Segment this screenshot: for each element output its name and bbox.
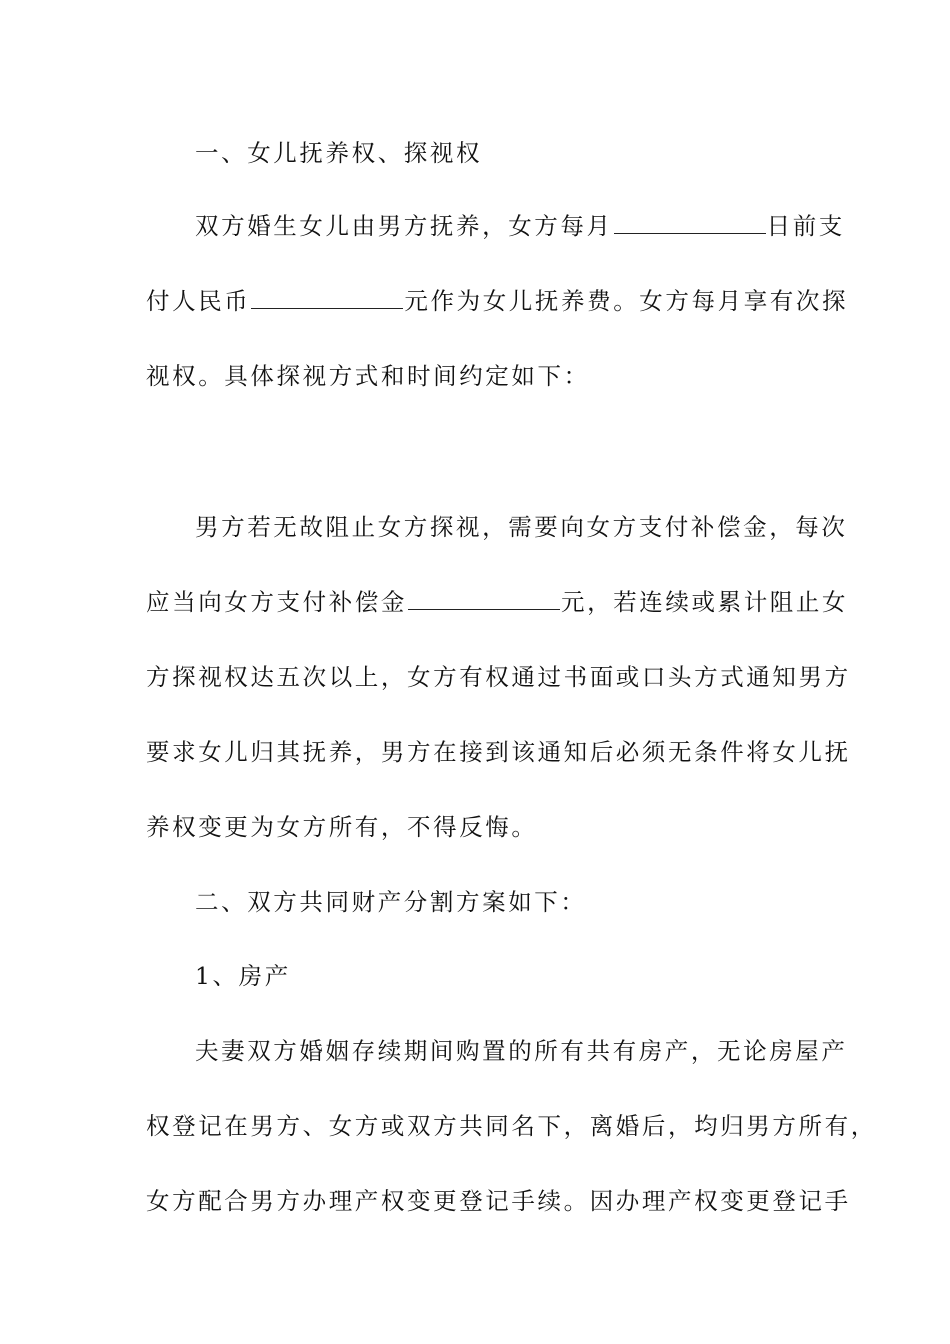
para2-line4: 要求女儿归其抚养，男方在接到该通知后必须无条件将女儿抚 <box>146 738 851 766</box>
para1-line3: 视权。具体探视方式和时间约定如下： <box>146 362 590 390</box>
subsection-housing: 1、房产 <box>195 962 291 990</box>
payment-day-blank <box>614 211 766 234</box>
para2-line2-text-a: 应当向女方支付补偿金 <box>146 588 407 616</box>
para1-line1-text-a: 双方婚生女儿由男方抚养，女方每月 <box>195 212 613 240</box>
para1-line2-text-a: 付人民币 <box>146 287 251 315</box>
para1-line2 <box>146 286 848 316</box>
compensation-amount-blank <box>408 587 560 610</box>
para2-line2-text-b: 元，若连续或累计阻止女 <box>561 588 849 616</box>
para3-line1: 夫妻双方婚姻存续期间购置的所有共有房产，无论房屋产 <box>195 1037 848 1065</box>
para1-line1-text-b: 日前支 <box>766 212 845 240</box>
para1-line1 <box>195 211 845 241</box>
para2-line3: 方探视权达五次以上，女方有权通过书面或口头方式通知男方 <box>146 663 851 691</box>
para1-line2-text-b: 元作为女儿抚养费。女方每月享有次探 <box>404 287 849 315</box>
para2-line1: 男方若无故阻止女方探视，需要向女方支付补偿金，每次 <box>195 513 848 541</box>
section1-heading: 一、女儿抚养权、探视权 <box>195 139 483 167</box>
support-amount-blank <box>251 286 403 309</box>
para3-line2: 权登记在男方、女方或双方共同名下，离婚后，均归男方所有， <box>146 1112 877 1140</box>
para3-line3: 女方配合男方办理产权变更登记手续。因办理产权变更登记手 <box>146 1187 851 1215</box>
para2-line2 <box>146 587 848 617</box>
para2-line5: 养权变更为女方所有，不得反悔。 <box>146 813 538 841</box>
section2-heading: 二、双方共同财产分割方案如下： <box>195 888 587 916</box>
